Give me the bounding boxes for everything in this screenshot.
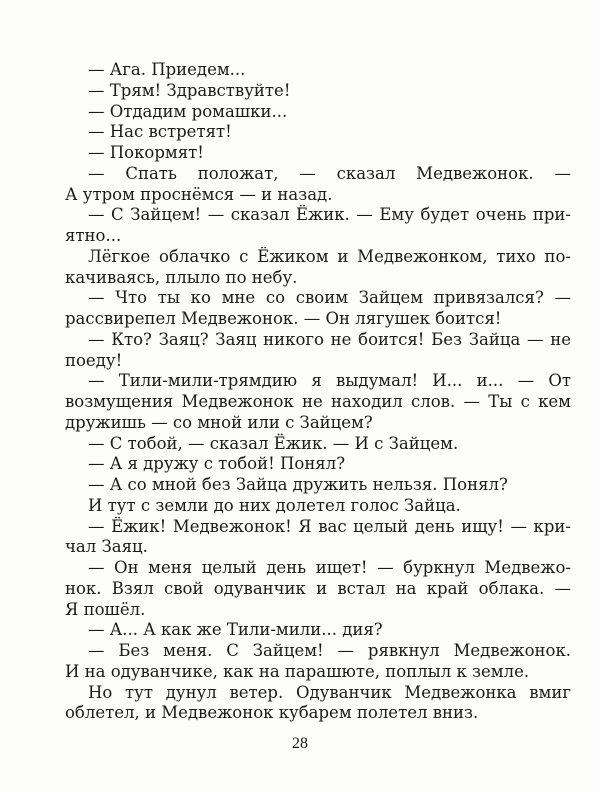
- text-line: — А... А как же Тили-мили... дия?: [88, 620, 383, 640]
- text-line: — Без меня. С Зайцем! — рявкнул Медвежонок.: [88, 641, 571, 660]
- text-line: — Спать положат, — сказал Медвежонок. —: [88, 163, 571, 183]
- text-line: А утром проснёмся — и назад.: [65, 184, 333, 204]
- text-line: — А я дружу с тобой! Понял?: [88, 454, 346, 474]
- text-line: — Ага. Приедем...: [88, 60, 246, 79]
- text-line: — Отдадим ромашки...: [88, 101, 288, 121]
- text-line: дружишь — со мной или с Зайцем?: [65, 412, 373, 432]
- text-line: Но тут дунул ветер. Одуванчик Медвежонка вмиг: [88, 682, 571, 702]
- text-line: — Покормят!: [88, 143, 204, 162]
- text-line: — Он меня целый день ищет! — буркнул Медвежо-: [88, 558, 571, 577]
- text-line: Лёгкое облачко с Ёжиком и Медвежонком, тихо по-: [88, 246, 571, 266]
- text-line: И на одуванчике, как на парашюте, поплыл к земле.: [65, 661, 530, 681]
- text-line: — Кто? Заяц? Заяц никого не боится! Без Зайца — не: [88, 329, 571, 349]
- text-line: качиваясь, плыло по небу.: [65, 267, 298, 287]
- text-line: — С Зайцем! — сказал Ёжик. — Ему будет очень при-: [88, 205, 571, 225]
- text-line: возмущения Медвежонок не находил слов. — Ты с кем: [65, 392, 571, 411]
- text-line: — Что ты ко мне со своим Зайцем привязался? —: [88, 288, 571, 308]
- text-line: чал Заяц.: [65, 537, 148, 557]
- text-line: ятно...: [65, 226, 122, 245]
- text-line: поеду!: [65, 350, 123, 370]
- text-line: Я пошёл.: [65, 599, 146, 619]
- text-line: облетел, и Медвежонок кубарем полетел вниз.: [65, 703, 479, 723]
- page-number: 28: [292, 735, 308, 752]
- text-line: — Ёжик! Медвежонок! Я вас целый день ищу! — кри-: [88, 516, 571, 536]
- text-line: — С тобой, — сказал Ёжик. — И с Зайцем.: [88, 433, 459, 453]
- text-line: рассвирепел Медвежонок. — Он лягушек боится!: [65, 309, 502, 328]
- page-body-text: [65, 60, 571, 724]
- text-line: — Тили-мили-трямдию я выдумал! И... и... — От: [88, 371, 571, 391]
- text-line: — Нас встретят!: [88, 122, 232, 142]
- text-line: нок. Взял свой одуванчик и встал на край облака. —: [65, 578, 571, 598]
- text-line: — А со мной без Зайца дружить нельзя. Понял?: [88, 475, 508, 494]
- text-line: — Трям! Здравствуйте!: [88, 80, 291, 100]
- text-line: И тут с земли до них долетел голос Зайца.: [88, 495, 461, 515]
